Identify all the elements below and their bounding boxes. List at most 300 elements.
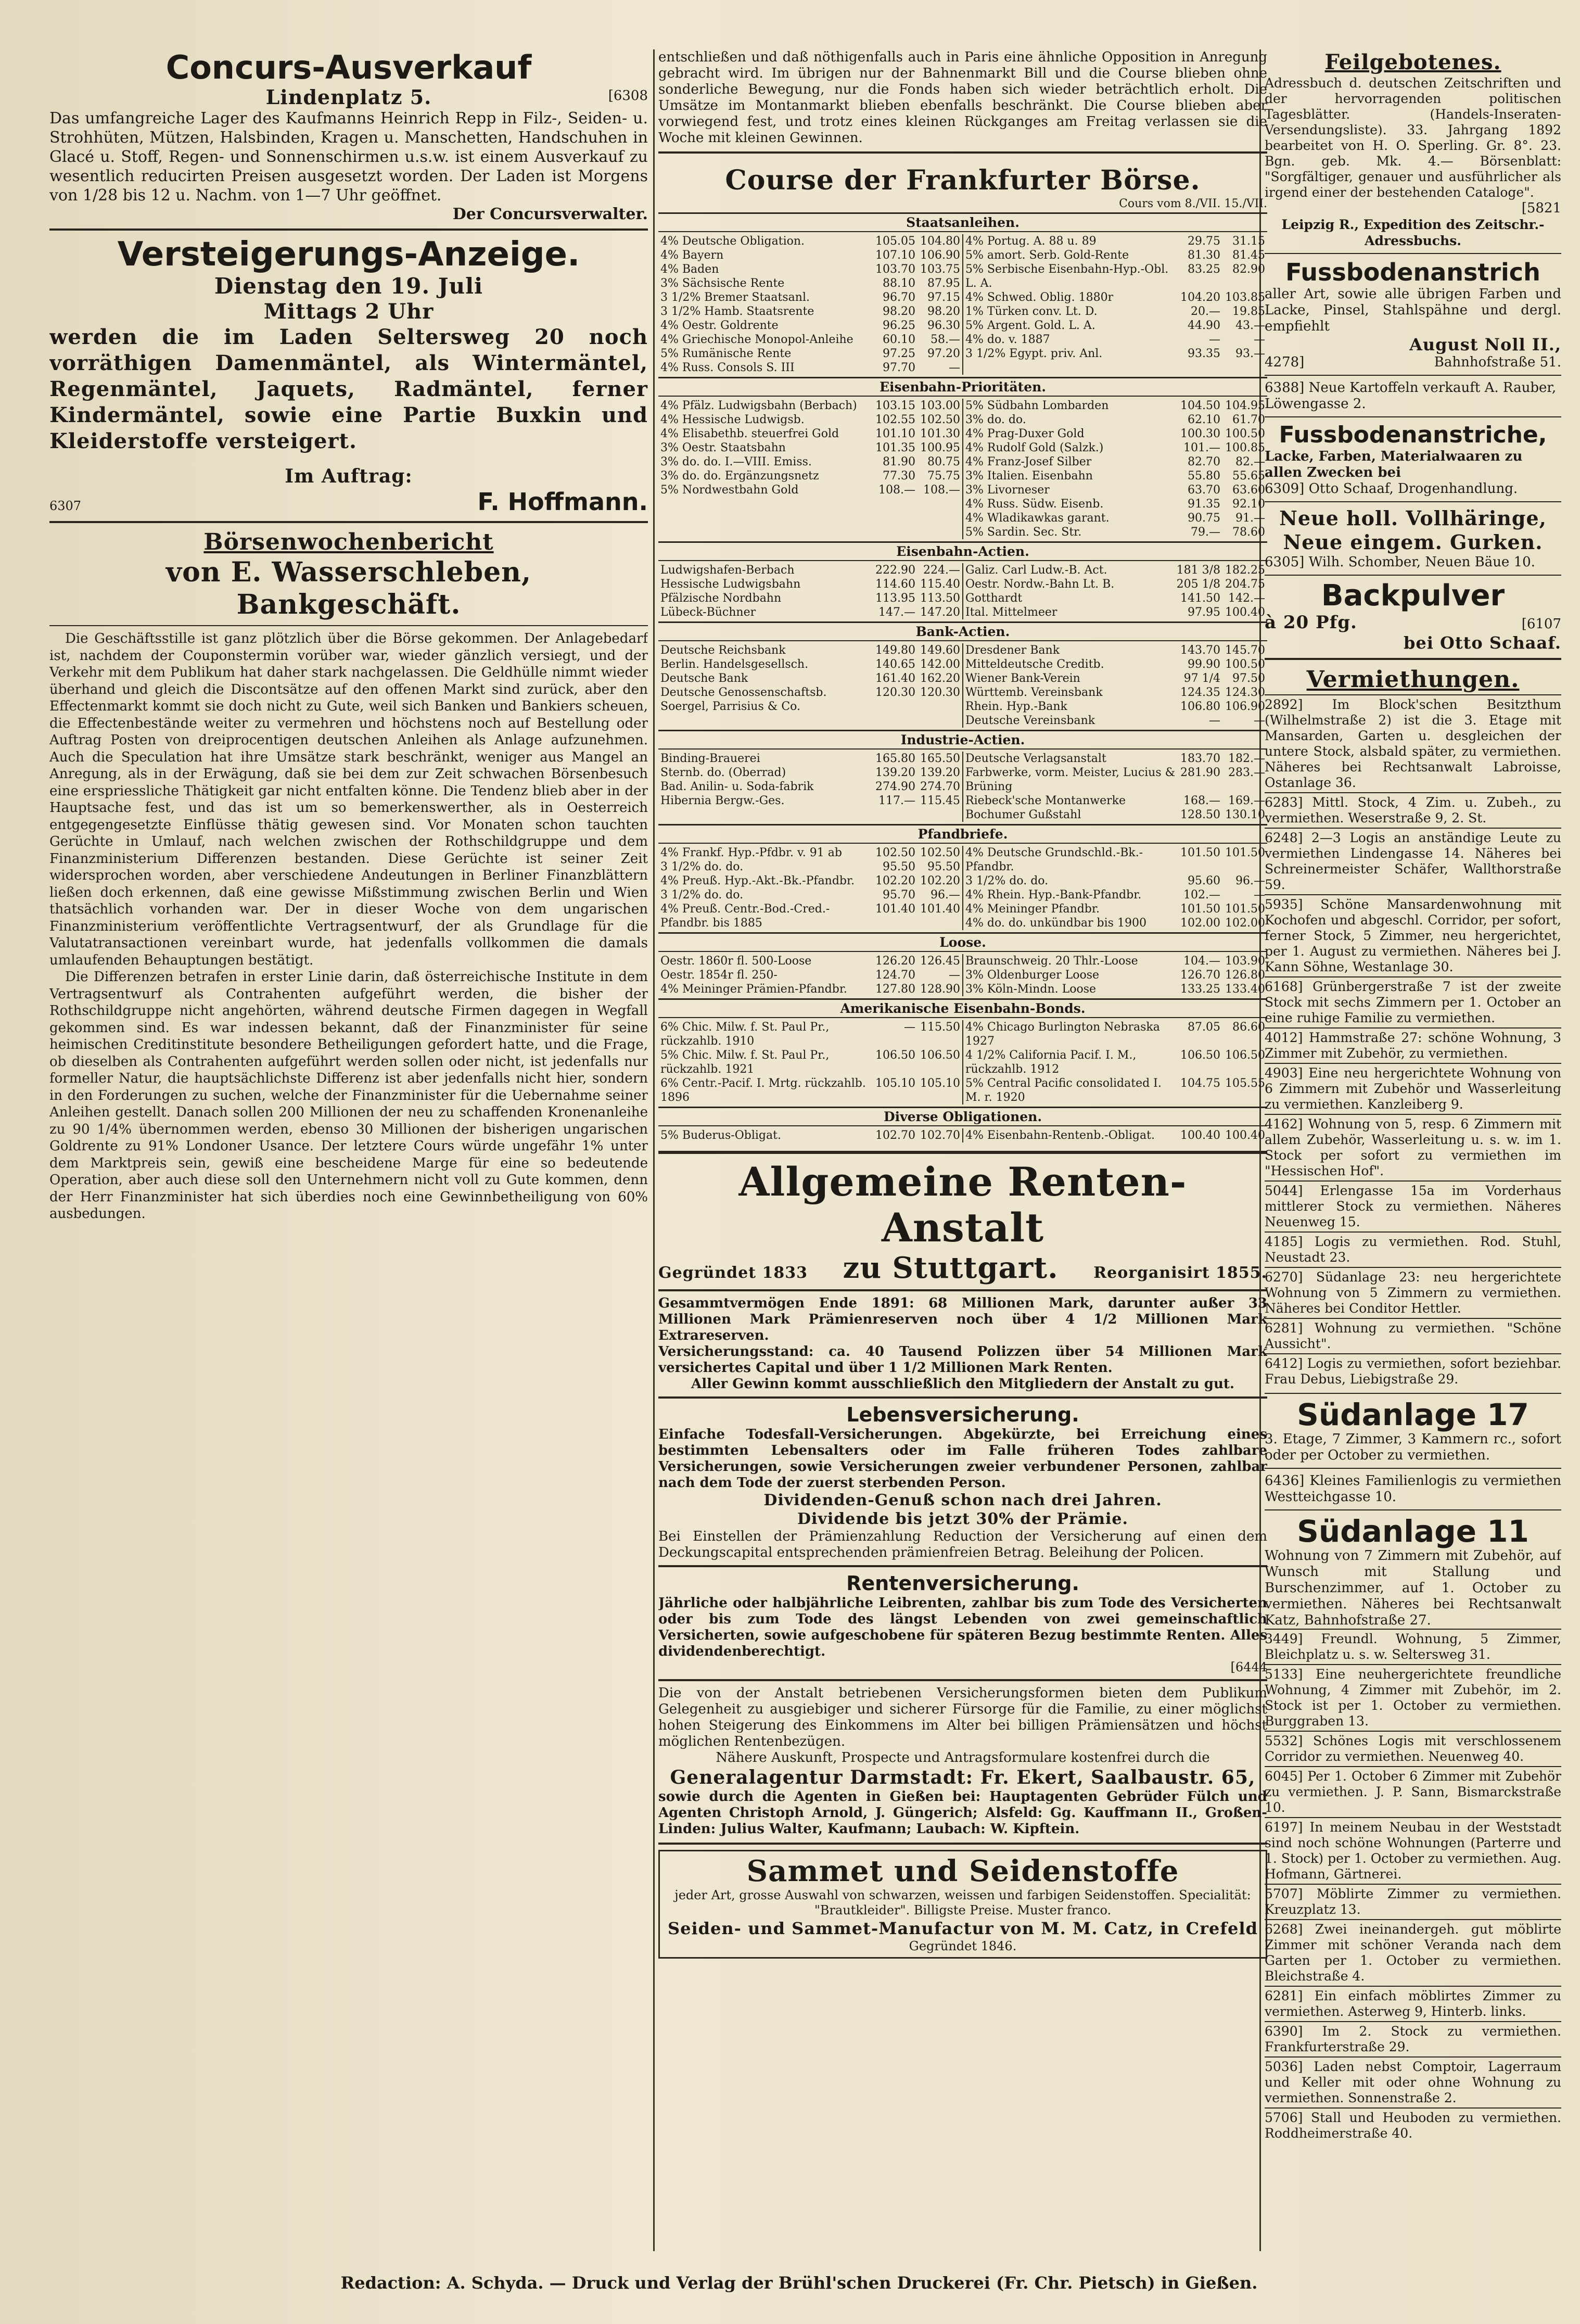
concurs-subtitle: Lindenplatz 5.	[265, 85, 432, 109]
course-row	[963, 234, 1267, 248]
course-value: 100.40	[1225, 606, 1265, 619]
course-value: 106.50	[875, 1049, 915, 1062]
fussboden-sign: August Noll II.,	[1409, 335, 1561, 354]
course-row	[963, 1076, 1267, 1104]
course-value: 147.20	[920, 606, 960, 619]
course-value: 62.10	[1188, 413, 1220, 426]
course-table-left	[658, 234, 962, 375]
course-table-right	[963, 1128, 1267, 1142]
course-section	[658, 1020, 1267, 1104]
course-value: 100.50	[1225, 427, 1265, 440]
course-table-right	[963, 1020, 1267, 1104]
course-section-title: Loose.	[658, 932, 1267, 952]
security-name: 5% Chic. Milw. f. St. Paul Pr., rückzahlb. 1921	[660, 1049, 830, 1076]
course-row	[658, 888, 962, 902]
concurs-ad	[49, 49, 648, 223]
course-table-left	[658, 1128, 962, 1142]
course-value: 126.20	[875, 955, 915, 968]
course-row	[963, 982, 1267, 996]
versteigerung-sign: F. Hoffmann.	[477, 488, 648, 516]
security-name: Lübeck-Büchner	[660, 606, 756, 619]
security-name: 4% Rudolf Gold (Salzk.)	[965, 441, 1104, 454]
course-value: 97.25	[883, 347, 915, 360]
course-value: 63.60	[1232, 484, 1265, 497]
course-row	[658, 469, 962, 483]
course-row	[658, 954, 962, 968]
sammet-text: jeder Art, grosse Auswahl von schwarzen, weissen und farbigen Seidenstoffen. Specialität: "Brautkleider". Billigste Preise. Muster franco.	[674, 1888, 1251, 1917]
course-row	[658, 860, 962, 874]
security-name: 4% Oestr. Goldrente	[660, 319, 779, 332]
course-table-right	[963, 399, 1267, 539]
course-row	[963, 846, 1267, 874]
security-name: 4% Schwed. Oblig. 1880r	[965, 291, 1114, 304]
course-value: 95.70	[883, 888, 915, 901]
renten-number: [6444	[1230, 1660, 1267, 1674]
renten-gewinn: Aller Gewinn kommt ausschließlich den Mitgliedern der Anstalt zu gut.	[691, 1376, 1234, 1392]
course-table-left	[658, 954, 962, 996]
security-name: 4% Bayern	[660, 249, 724, 262]
course-row	[658, 982, 962, 996]
renten-agenten: sowie durch die Agenten in Gießen bei: Hauptagenten Gebrüder Fülch und Agenten Christoph Arnold, J. Güngerich; Alsfeld: Gg. Kauffmann II., Großen-Linden: Julius Walter, Kaufmann; Laubach: W. Kipftein.	[658, 1789, 1267, 1837]
course-row	[658, 290, 962, 304]
course-value: 103.15	[875, 399, 915, 412]
course-value: —	[1209, 333, 1220, 346]
renten-anstalt-ad	[658, 1159, 1267, 1837]
course-value: 97.15	[927, 291, 960, 304]
course-value: 100.50	[1225, 658, 1265, 671]
course-value: 102.50	[920, 846, 960, 859]
course-value: 63.70	[1188, 484, 1220, 497]
course-value: 128.90	[920, 983, 960, 996]
renten-form-text: Die von der Anstalt betriebenen Versicherungsformen bieten dem Publikum Gelegenheit zu ausgiebiger und sicherer Fürsorge für die Familie, zu einer möglichst hohen Steigerung des Einkommens im Alter bei billigen Prämiensätzen und höchst möglichen Rentenbezügen.	[658, 1685, 1267, 1749]
course-value: 102.70	[875, 1129, 915, 1142]
classified-ad: 6197] In meinem Neubau in der Weststadt sind noch schöne Wohnungen (Parterre und 1. Stock) per 1. October zu vermiethen. Aug. Hofmann, Gärtnerei.	[1265, 1820, 1561, 1882]
course-row	[658, 361, 962, 375]
concurs-number: [6308	[608, 88, 648, 104]
course-row	[658, 483, 962, 497]
classified-ad: 6281] Ein einfach möblirtes Zimmer zu vermiethen. Asterweg 9, Hinterb. links.	[1265, 1988, 1561, 2019]
course-row	[963, 657, 1267, 671]
course-row	[658, 577, 962, 591]
security-name: Ludwigshafen-Berbach	[660, 564, 795, 577]
fussboden2-text: Lacke, Farben, Materialwaaren zu allen Zwecken bei	[1265, 449, 1523, 480]
course-value: —	[1254, 714, 1265, 727]
course-row	[658, 276, 962, 290]
fussboden2-title: Fussbodenanstriche,	[1279, 422, 1547, 448]
classified-ad: 6248] 2—3 Logis an anständige Leute zu vermiethen Lindengasse 14. Näheres bei Schreinermeister Schäfer, Wallthorstraße 59.	[1265, 830, 1561, 892]
course-row	[658, 455, 962, 469]
security-name: Rhein. Hyp.-Bank	[965, 700, 1067, 713]
security-name: 4% Wladikawkas garant.	[965, 512, 1110, 525]
renten-founded: Gegründet 1833	[658, 1264, 808, 1282]
versteigerung-time: Mittags 2 Uhr	[263, 299, 434, 324]
course-value: 182.25	[1225, 564, 1265, 577]
course-row	[963, 1020, 1267, 1048]
security-name: Braunschweig. 20 Thlr.-Loose	[965, 955, 1138, 968]
course-section	[658, 1128, 1267, 1142]
fussboden-ad-1	[1265, 258, 1561, 371]
security-name: Deutsche Bank	[660, 672, 748, 685]
column-right	[1265, 49, 1561, 2251]
course-value: 105.10	[875, 1077, 915, 1090]
course-value: 95.60	[1188, 874, 1220, 887]
course-value: 87.95	[927, 277, 960, 290]
course-value: 106.80	[1180, 700, 1220, 713]
suedanlage17-text: 3. Etage, 7 Zimmer, 3 Kammern rc., sofort oder per October zu vermiethen.	[1265, 1431, 1561, 1463]
haering-ad: Neue holl. Vollhäringe, Neue eingem. Gurken.	[1279, 506, 1547, 554]
versteigerung-ad	[49, 236, 648, 516]
security-name: 4% Meininger Prämien-Pfandbr.	[660, 983, 847, 996]
course-section	[658, 563, 1267, 619]
course-value: —	[1254, 888, 1265, 901]
course-value: —	[1209, 714, 1220, 727]
course-value: 124.70	[875, 969, 915, 982]
course-value: 92.10	[1232, 498, 1265, 511]
course-value: 55.80	[1188, 469, 1220, 482]
security-name: 5% Central Pacific consolidated I. M. r. 1920	[965, 1077, 1162, 1104]
course-value: 101.35	[875, 441, 915, 454]
course-value: 100.95	[920, 441, 960, 454]
course-value: 101.—	[1183, 441, 1220, 454]
course-value: 104.50	[1180, 399, 1220, 412]
course-row	[963, 290, 1267, 304]
course-value: 97.20	[927, 347, 960, 360]
course-value: 55.65	[1232, 469, 1265, 482]
course-row	[963, 874, 1267, 888]
security-name: 5% Rumänische Rente	[660, 347, 792, 360]
course-section-title: Eisenbahn-Prioritäten.	[658, 377, 1267, 397]
classified-ad: 4185] Logis zu vermiethen. Rod. Stuhl, Neustadt 23.	[1265, 1234, 1561, 1265]
course-value: 102.55	[875, 413, 915, 426]
course-value: —	[1254, 333, 1265, 346]
security-name: 4% Franz-Josef Silber	[965, 455, 1092, 468]
security-name: 3 1/2% do. do.	[660, 860, 744, 873]
course-value: 139.20	[920, 766, 960, 779]
course-row	[963, 1048, 1267, 1076]
course-section-title: Industrie-Actien.	[658, 730, 1267, 750]
course-row	[963, 685, 1267, 700]
course-value: 281.90	[1180, 766, 1220, 779]
course-value: 96.70	[883, 291, 915, 304]
course-value: 274.70	[920, 780, 960, 793]
course-value: 169.—	[1228, 794, 1265, 807]
course-table-right	[963, 643, 1267, 728]
course-value: 106.50	[1225, 1049, 1265, 1062]
security-name: 5% Serbische Eisenbahn-Hyp.-Obl. L. A.	[965, 263, 1169, 290]
course-value: 102.70	[920, 1129, 960, 1142]
bericht-title: Börsenwochenbericht	[203, 529, 494, 555]
course-value: 101.10	[875, 427, 915, 440]
security-name: 5% amort. Serb. Gold-Rente	[965, 249, 1129, 262]
course-value: 124.30	[1225, 686, 1265, 699]
course-value: 115.40	[920, 578, 960, 591]
classified-ad: 4012] Hammstraße 27: schöne Wohnung, 3 Zimmer mit Zubehör, zu vermiethen.	[1265, 1030, 1561, 1061]
course-value: 113.50	[920, 592, 960, 605]
security-name: 5% Nordwestbahn Gold	[660, 484, 799, 497]
security-name: Württemb. Vereinsbank	[965, 686, 1103, 699]
security-name: 3 1/2% do. do.	[965, 874, 1049, 887]
security-name: 4% Hessische Ludwigsb.	[660, 413, 805, 426]
classified-ad: 4162] Wohnung von 5, resp. 6 Zimmern mit allem Zubehör, Wasserleitung u. s. w. im 1. Stock per sofort zu vermiethen im "Hessischen Hof".	[1265, 1116, 1561, 1178]
renten-leben-text2: Bei Einstellen der Prämienzahlung Reduction der Versicherung auf einen dem Deckungscapital entsprechenden prämienfreien Betrag. Beleihung der Policen.	[658, 1529, 1267, 1560]
security-name: Sternb. do. (Oberrad)	[660, 766, 786, 779]
course-value: 108.—	[923, 484, 960, 497]
classified-ad: 2892] Im Block'schen Besitzthum (Wilhelmstraße 2) ist die 3. Etage mit Mansarden, Garten u. desgleichen der untere Stock, alsbald später, zu vermiethen. Näheres bei Rechtsanwalt Labroisse, Ostanlage 36.	[1265, 697, 1561, 790]
sammet-ad	[658, 1850, 1267, 1959]
course-row	[963, 333, 1267, 347]
security-name: Pfälzische Nordbahn	[660, 592, 782, 605]
course-value: 96.—	[1235, 874, 1265, 887]
adressbuch-number: [5821	[1521, 200, 1561, 216]
course-row	[658, 262, 962, 276]
course-row	[963, 455, 1267, 469]
course-row	[963, 671, 1267, 685]
backpulver-sign: bei Otto Schaaf.	[1403, 633, 1561, 653]
course-value: 97.70	[883, 361, 915, 374]
course-value: 147.—	[878, 606, 915, 619]
course-value: 44.90	[1188, 319, 1220, 332]
course-value: 100.40	[1225, 1129, 1265, 1142]
course-row	[963, 525, 1267, 539]
security-name: 3 1/2% Hamb. Staatsrente	[660, 305, 814, 318]
course-row	[658, 968, 962, 982]
course-value: 283.—	[1228, 766, 1265, 779]
course-value: 31.15	[1232, 235, 1265, 248]
course-row	[963, 469, 1267, 483]
classified-ad: 5706] Stall und Heuboden zu vermiethen. Roddheimerstraße 40.	[1265, 2110, 1561, 2141]
course-value: 140.65	[875, 658, 915, 671]
course-value: —	[949, 361, 960, 374]
course-section-title: Staatsanleihen.	[658, 212, 1267, 232]
course-row	[658, 1020, 962, 1048]
course-value: 80.75	[927, 455, 960, 468]
course-value: 145.70	[1225, 644, 1265, 657]
course-value: 98.20	[927, 305, 960, 318]
course-value: 130.10	[1225, 808, 1265, 821]
security-name: 3% Oldenburger Loose	[965, 969, 1100, 982]
course-value: 91.—	[1235, 512, 1265, 525]
classified-ad: 5036] Laden nebst Comptoir, Lagerraum und Keller mit oder ohne Wohnung zu vermiethen. Sonnenstraße 2.	[1265, 2059, 1561, 2105]
course-value: 161.40	[875, 672, 915, 685]
course-row	[658, 347, 962, 361]
renten-prospekte: Nähere Auskunft, Prospecte und Antragsformulare kostenfrei durch die	[716, 1750, 1210, 1766]
course-value: 102.00	[1225, 917, 1265, 930]
security-name: Gotthardt	[965, 592, 1023, 605]
course-section	[658, 846, 1267, 930]
classified-ad: 5532] Schönes Logis mit verschlossenem Corridor zu vermiethen. Neuenweg 40.	[1265, 1733, 1561, 1764]
course-value: 102.20	[920, 874, 960, 887]
boersenbericht	[49, 528, 648, 1223]
adressbuch-leipzig: Leipzig R., Expedition des Zeitschr.-Adressbuchs.	[1281, 217, 1545, 248]
security-name: 5% Buderus-Obligat.	[660, 1129, 781, 1142]
security-name: 6% Centr.-Pacif. I. Mrtg. rückzahlb. 1896	[660, 1077, 866, 1104]
course-value: 81.90	[883, 455, 915, 468]
course-value: 104.—	[1183, 955, 1220, 968]
bericht-paragraph: Die Geschäftsstille ist ganz plötzlich über die Börse gekommen. Der Anlagebedarf ist, nachdem der Couponstermin vorüber war, wieder gänzlich versiegt, und der Verkehr mit dem Publikum hat daher stark nachgelassen. Die Geldhülle nimmt wieder überhand und gleich die Discontsätze auf den offenen Markt sind zurück, aber den Effectenmarkt kommt sie doch nicht zu Gute, weil sich Banken und Bankiers scheuen, die Effectenbestände weiter zu vermehren und höchstens noch auf Bestellung oder Auftrag Posten von dreiprocentigen deutschen Anleihen als Anlage aufzunehmen. Auch die Speculation hat ihre Umsätze stark beschränkt, weniger aus Mangel an Anregung, als in der Erwägung, daß sie bei dem zur Zeit schwachen Börsenbesuch eine erspriessliche Thätigkeit gar nicht entfalten könne. Die Tendenz blieb aber in der Hauptsache fest, und das ist um so bemerkenswerther, als in Oesterreich entgegengesetzte Einflüsse thätig gewesen sind. Vor Monaten schon tauchten Gerüchte in Umlauf, nach welchen zwischen der Rothschildgruppe und dem Finanzministerium Differenzen bestanden. Diese Gerüchte ist seiner Zeit widersprochen worden, aber verschiedene Andeutungen in Berliner Finanzblättern ließen doch erkennen, daß eine gewisse Mißstimmung zwischen Berlin und Wien thatsächlich vorhanden war. Der in dieser Woche von dem ungarischen Finanzministerium veröffentlichte Vertragsentwurf, der als Grundlage für die Valutatransactionen vereinbart wurde, hat jedenfalls vollkommen die damals umlaufenden Behauptungen bestätigt.	[49, 631, 648, 968]
column-rule	[653, 49, 655, 2251]
security-name: 3% Köln-Mindn. Loose	[965, 983, 1097, 996]
course-value: 93.—	[1235, 347, 1265, 360]
course-value: 105.55	[1225, 1077, 1265, 1090]
course-table-right	[963, 234, 1267, 361]
course-value: 143.70	[1180, 644, 1220, 657]
course-value: 102.—	[1183, 888, 1220, 901]
course-value: —	[949, 969, 960, 982]
course-value: 20.—	[1191, 305, 1220, 318]
course-row	[658, 427, 962, 441]
course-row	[963, 1128, 1267, 1142]
feilgebotenes-heading: Feilgebotenes.	[1324, 50, 1501, 74]
course-row	[658, 643, 962, 657]
course-value: 107.10	[875, 249, 915, 262]
backpulver-price: à 20 Pfg.	[1265, 612, 1357, 633]
course-table-left	[658, 1020, 962, 1104]
course-value: 79.—	[1191, 526, 1220, 539]
column-left	[49, 49, 648, 2251]
course-value: 183.70	[1180, 752, 1220, 765]
security-name: Hibernia Bergw.-Ges.	[660, 794, 785, 807]
course-value: 204.75	[1225, 578, 1265, 591]
suedanlage11-text: Wohnung von 7 Zimmern mit Zubehör, auf Wunsch mit Stallung und Burschenzimmer, auf 1. October zu vermiethen. Näheres bei Rechtsanwalt Katz, Bahnhofstraße 27.	[1265, 1548, 1561, 1628]
course-row	[963, 511, 1267, 525]
course-value: 96.25	[883, 319, 915, 332]
security-name: Bochumer Gußstahl	[965, 808, 1081, 821]
course-value: 106.90	[1225, 700, 1265, 713]
course-value: 103.90	[1225, 955, 1265, 968]
course-value: 103.70	[875, 263, 915, 276]
course-row	[658, 399, 962, 413]
security-name: Deutsche Verlagsanstalt	[965, 752, 1106, 765]
course-row	[658, 671, 962, 685]
course-section-title: Bank-Actien.	[658, 621, 1267, 641]
course-value: 117.—	[878, 794, 915, 807]
security-name: 3% Italien. Eisenbahn	[965, 469, 1093, 482]
course-row	[963, 794, 1267, 808]
renten-city: zu Stuttgart.	[843, 1251, 1059, 1285]
course-value: 224.—	[923, 564, 960, 577]
course-row	[963, 413, 1267, 427]
course-value: 98.20	[883, 305, 915, 318]
course-row	[658, 766, 962, 780]
course-value: 95.50	[927, 860, 960, 873]
security-name: 4% Frankf. Hyp.-Pfdbr. v. 91 ab	[660, 846, 842, 859]
course-row	[963, 714, 1267, 728]
classified-ad: 6390] Im 2. Stock zu vermiethen. Frankfurterstraße 29.	[1265, 2024, 1561, 2054]
course-value: 105.10	[920, 1077, 960, 1090]
course-row	[963, 700, 1267, 714]
course-section	[658, 643, 1267, 728]
course-row	[658, 1048, 962, 1076]
suedanlage17-title: Südanlage 17	[1297, 1397, 1529, 1432]
course-section	[658, 954, 1267, 996]
security-name: Mitteldeutsche Creditb.	[965, 658, 1104, 671]
course-value: 102.20	[875, 874, 915, 887]
classified-ad: 6281] Wohnung zu vermiethen. "Schöne Aussicht".	[1265, 1320, 1561, 1351]
classified-ad: 6045] Per 1. October 6 Zimmer mit Zubehör zu vermiethen. J. P. Sann, Bismarckstraße 10.	[1265, 1769, 1561, 1815]
course-value: 29.75	[1188, 235, 1220, 248]
renten-rente-text: Jährliche oder halbjährliche Leibrenten, zahlbar bis zum Tode des Versicherten oder bis zum Tode des längst Lebenden von zwei gemeinschaftlich Versicherten, sowie aufgeschobene für späteren Bezug bestimmte Renten. Alles dividendenberechtigt.	[658, 1595, 1267, 1659]
course-row	[658, 605, 962, 619]
course-row	[963, 916, 1267, 930]
security-name: Berlin. Handelsgesellsch.	[660, 658, 809, 671]
security-name: Oestr. 1854r fl. 250-	[660, 969, 778, 982]
versteigerung-number: 6307	[49, 499, 82, 513]
security-name: Deutsche Reichsbank	[660, 644, 786, 657]
course-row	[658, 304, 962, 319]
course-value: 139.20	[875, 766, 915, 779]
classified-ad: 5133] Eine neuhergerichtete freundliche Wohnung, 4 Zimmer mit Zubehör, im 2. Stock ist per 1. October zu vermiethen. Burggraben 13.	[1265, 1667, 1561, 1729]
bericht-continuation: entschließen und daß nöthigenfalls auch in Paris eine ähnliche Opposition in Anregung gebracht wird. Im übrigen nur der Bahnenmarkt Bill und die Course blieben ohne sonderliche Bewegung, nur die Fonds haben sich wieder beträchtlich erholt. Die Umsätze im Montanmarkt blieben ebenfalls beschränkt. Die Course blieben aber vorwiegend fest, und trotz eines kleinen Rückganges am Freitag verlassen sie die Woche mit kleinen Gewinnen.	[658, 49, 1267, 146]
security-name: 4% Preuß. Hyp.-Akt.-Bk.-Pfandbr.	[660, 874, 855, 887]
course-value: 103.85	[1225, 291, 1265, 304]
security-name: Ital. Mittelmeer	[965, 606, 1057, 619]
renten-leben-title: Lebensversicherung.	[846, 1403, 1079, 1426]
course-value: 97.50	[1232, 672, 1265, 685]
sammet-title: Sammet und Seidenstoffe	[746, 1854, 1179, 1888]
course-value: 126.45	[920, 955, 960, 968]
course-row	[658, 874, 962, 888]
course-value: 141.50	[1180, 592, 1220, 605]
security-name: 1% Türken conv. Lt. D.	[965, 305, 1098, 318]
course-row	[963, 427, 1267, 441]
security-name: Oestr. Nordw.-Bahn Lt. B.	[965, 578, 1115, 591]
course-value: 90.75	[1188, 512, 1220, 525]
course-row	[658, 591, 962, 605]
course-value: 101.30	[920, 427, 960, 440]
course-row	[658, 413, 962, 427]
column-middle	[658, 49, 1267, 2251]
course-value: 133.25	[1180, 983, 1220, 996]
course-value: 101.50	[1180, 903, 1220, 916]
security-name: Dresdener Bank	[965, 644, 1060, 657]
kartoffeln-ad: 6388] Neue Kartoffeln verkauft A. Rauber, Löwengasse 2.	[1265, 380, 1557, 412]
suedanlage17-logis: 6436] Kleines Familienlogis zu vermiethen Westteichgasse 10.	[1265, 1473, 1561, 1505]
course-value: 168.—	[1183, 794, 1220, 807]
course-row	[658, 441, 962, 455]
course-value: 101.50	[1180, 846, 1220, 859]
security-name: 3% do. do. I.—VIII. Emiss.	[660, 455, 812, 468]
course-section	[658, 399, 1267, 539]
course-row	[963, 483, 1267, 497]
course-value: 43.—	[1235, 319, 1265, 332]
security-name: 4% Prag-Duxer Gold	[965, 427, 1085, 440]
course-row	[963, 902, 1267, 916]
course-value: 105.05	[875, 235, 915, 248]
security-name: 4% Elisabethb. steuerfrei Gold	[660, 427, 839, 440]
course-value: 102.50	[875, 846, 915, 859]
course-row	[658, 1128, 962, 1142]
renten-title: Allgemeine Renten-Anstalt	[738, 1159, 1187, 1251]
renten-reorg: Reorganisirt 1855.	[1093, 1264, 1267, 1282]
vermiethungen-list	[1265, 694, 1561, 1389]
course-row	[658, 902, 962, 930]
course-value: 96.—	[931, 888, 960, 901]
security-name: Deutsche Genossenschaftsb. Soergel, Parrisius & Co.	[660, 686, 827, 713]
course-row	[963, 497, 1267, 511]
course-value: 181 3/8	[1176, 564, 1220, 577]
course-row	[963, 304, 1267, 319]
course-row	[963, 643, 1267, 657]
course-value: 126.80	[1225, 969, 1265, 982]
security-name: Oestr. 1860r fl. 500-Loose	[660, 955, 812, 968]
security-name: Galiz. Carl Ludw.-B. Act.	[965, 564, 1107, 577]
security-name: 5% Sardin. Sec. Str.	[965, 526, 1082, 539]
course-value: 101.50	[1225, 903, 1265, 916]
course-value: 103.00	[920, 399, 960, 412]
course-value: 97.95	[1188, 606, 1220, 619]
versteigerung-title: Versteigerungs-Anzeige.	[117, 235, 580, 274]
course-row	[963, 399, 1267, 413]
